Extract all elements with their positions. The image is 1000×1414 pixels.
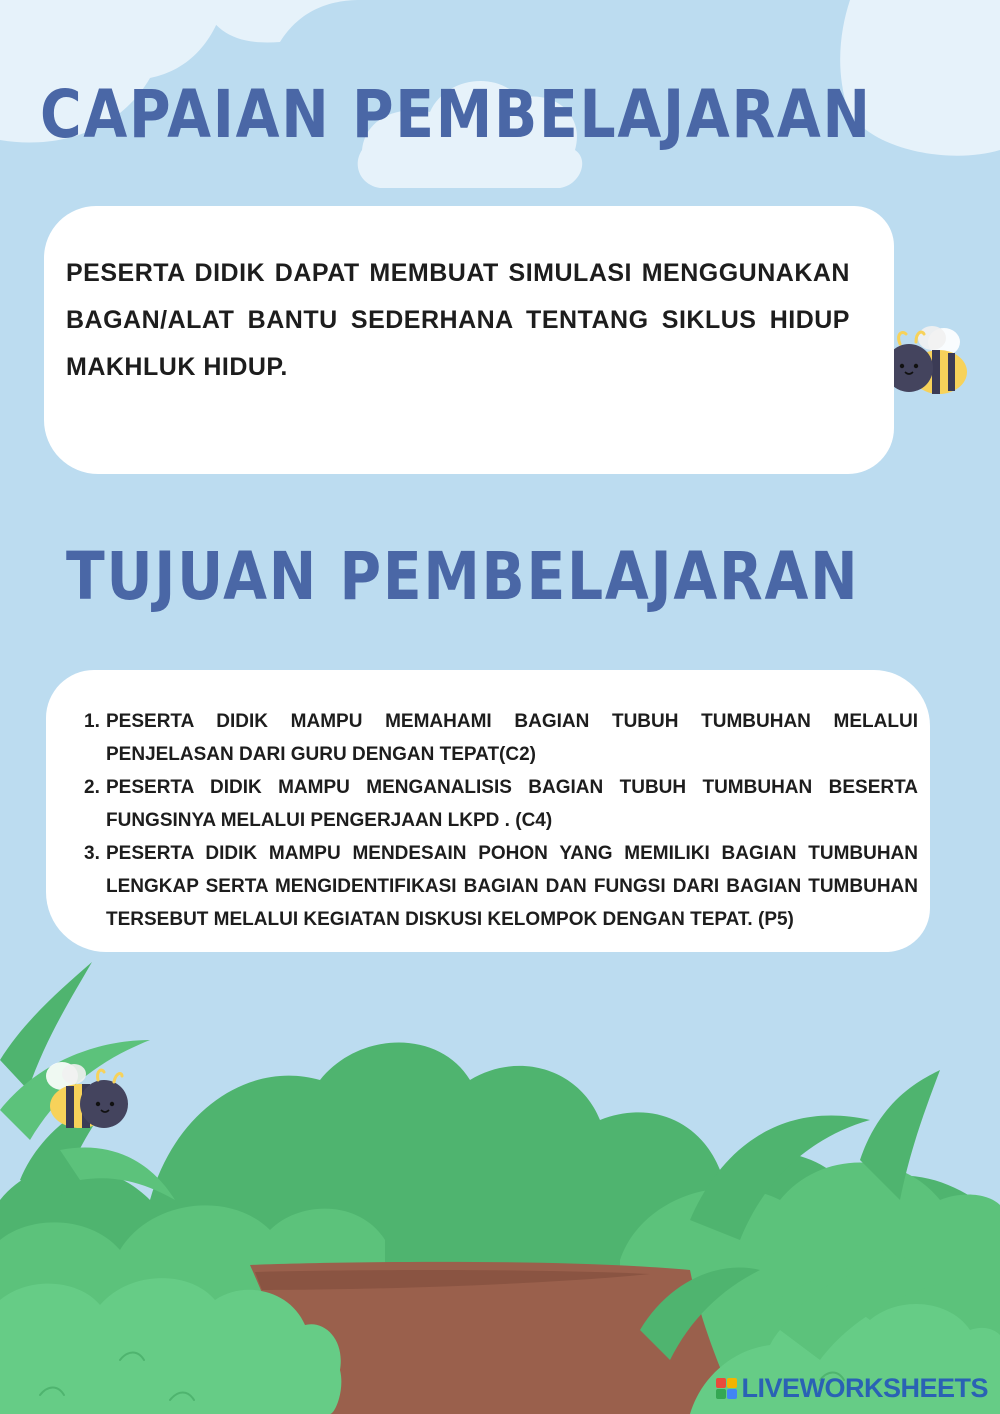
bee-icon: [885, 326, 967, 394]
list-item: [84, 837, 918, 936]
tujuan-title: TUJUAN PEMBELAJARAN: [66, 538, 860, 615]
tujuan-list: [84, 705, 918, 936]
capaian-title: CAPAIAN PEMBELAJARAN: [40, 76, 872, 153]
list-item-text: PESERTA DIDIK MAMPU MENDESAIN POHON YANG MEMILIKI BAGIAN TUMBUHAN LENGKAP SERTA MENGIDENTIFIKASI BAGIAN DAN FUNGSI DARI BAGIAN TUMBUHAN TERSEBUT MELALUI KEGIATAN DISKUSI KELOMPOK DENGAN TEPAT. (P5): [106, 843, 918, 930]
list-item-text: PESERTA DIDIK MAMPU MENGANALISIS BAGIAN TUBUH TUMBUHAN BESERTA FUNGSINYA MELALUI PENGERJAAN LKPD . (C4): [106, 777, 918, 831]
grass-left: [0, 962, 175, 1200]
list-item-number: 2.: [84, 777, 100, 798]
list-item: [84, 771, 918, 837]
list-item-number: 1.: [84, 711, 100, 732]
capaian-text: PESERTA DIDIK DAPAT MEMBUAT SIMULASI MENGGUNAKAN BAGAN/ALAT BANTU SEDERHANA TENTANG SIKLUS HIDUP MAKHLUK HIDUP.: [66, 259, 850, 381]
list-item-text: PESERTA DIDIK MAMPU MEMAHAMI BAGIAN TUBUH TUMBUHAN MELALUI PENJELASAN DARI GURU DENGAN TEPAT(C2): [106, 711, 918, 765]
list-item-number: 3.: [84, 843, 100, 864]
liveworksheets-logo-icon: [716, 1378, 737, 1399]
liveworksheets-branding[interactable]: [716, 1373, 988, 1404]
brand-text: LIVEWORKSHEETS: [741, 1373, 988, 1403]
list-item: [84, 705, 918, 771]
